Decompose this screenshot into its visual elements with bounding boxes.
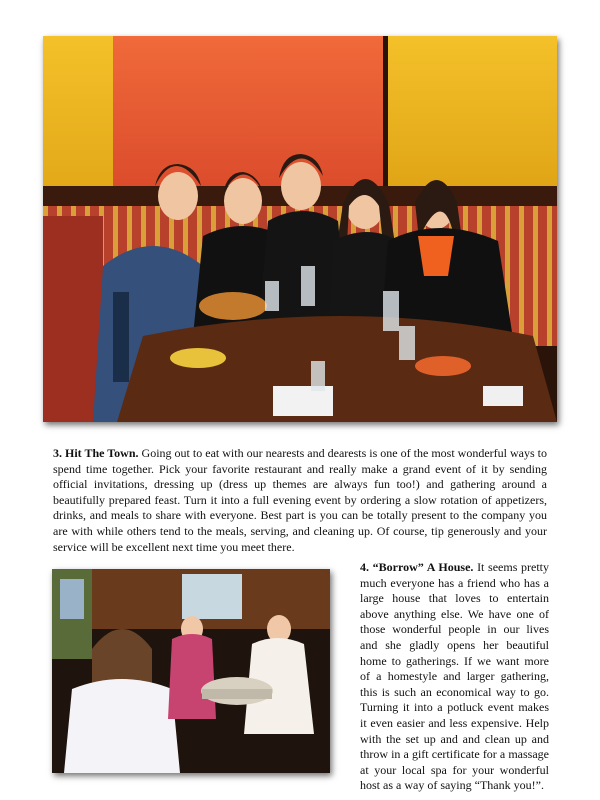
restaurant-photo (43, 36, 557, 422)
section-borrow-a-house (360, 560, 549, 794)
restaurant-photo-illustration (43, 36, 557, 422)
house-party-photo-illustration (52, 569, 330, 773)
section-4-body: It seems pretty much everyone has a friend who has a large house that loves to entertain above anything else. We have one of those wonderful people in our lives and she gladly opens her beautiful home to gatherings. If we want more of a homestyle and larger gathering, this is such an economical way to go. Turning it into a potluck event makes it even easier and less expensive. Help with the set up and and clean up and throw in a gift certificate for a massage at your local spa for your wonderful host as a way of saying “Thank you!”. (360, 560, 550, 793)
section-3-body: Going out to eat with our nearests and dearests is one of the most wonderful ways to spend time together. Pick your favorite restaurant and really make a grand event of it by sending official invitations, dressing up (dress up themes are always fun too!) and gathering around a beautifully prepared feast. Turn it into a full evening event by ordering a slow rotation of appetizers, drinks, and meals to share with everyone. Best part is you can be totally present to the company you are with while others tend to the meals, serving, and cleaning up. Of course, tip generously and your service will be excellent next time you meet there. (53, 446, 548, 554)
house-party-photo (52, 569, 330, 773)
section-hit-the-town (53, 446, 547, 555)
section-4-heading: 4. “Borrow” A House. (360, 560, 474, 574)
section-3-heading: 3. Hit The Town. (53, 446, 139, 460)
